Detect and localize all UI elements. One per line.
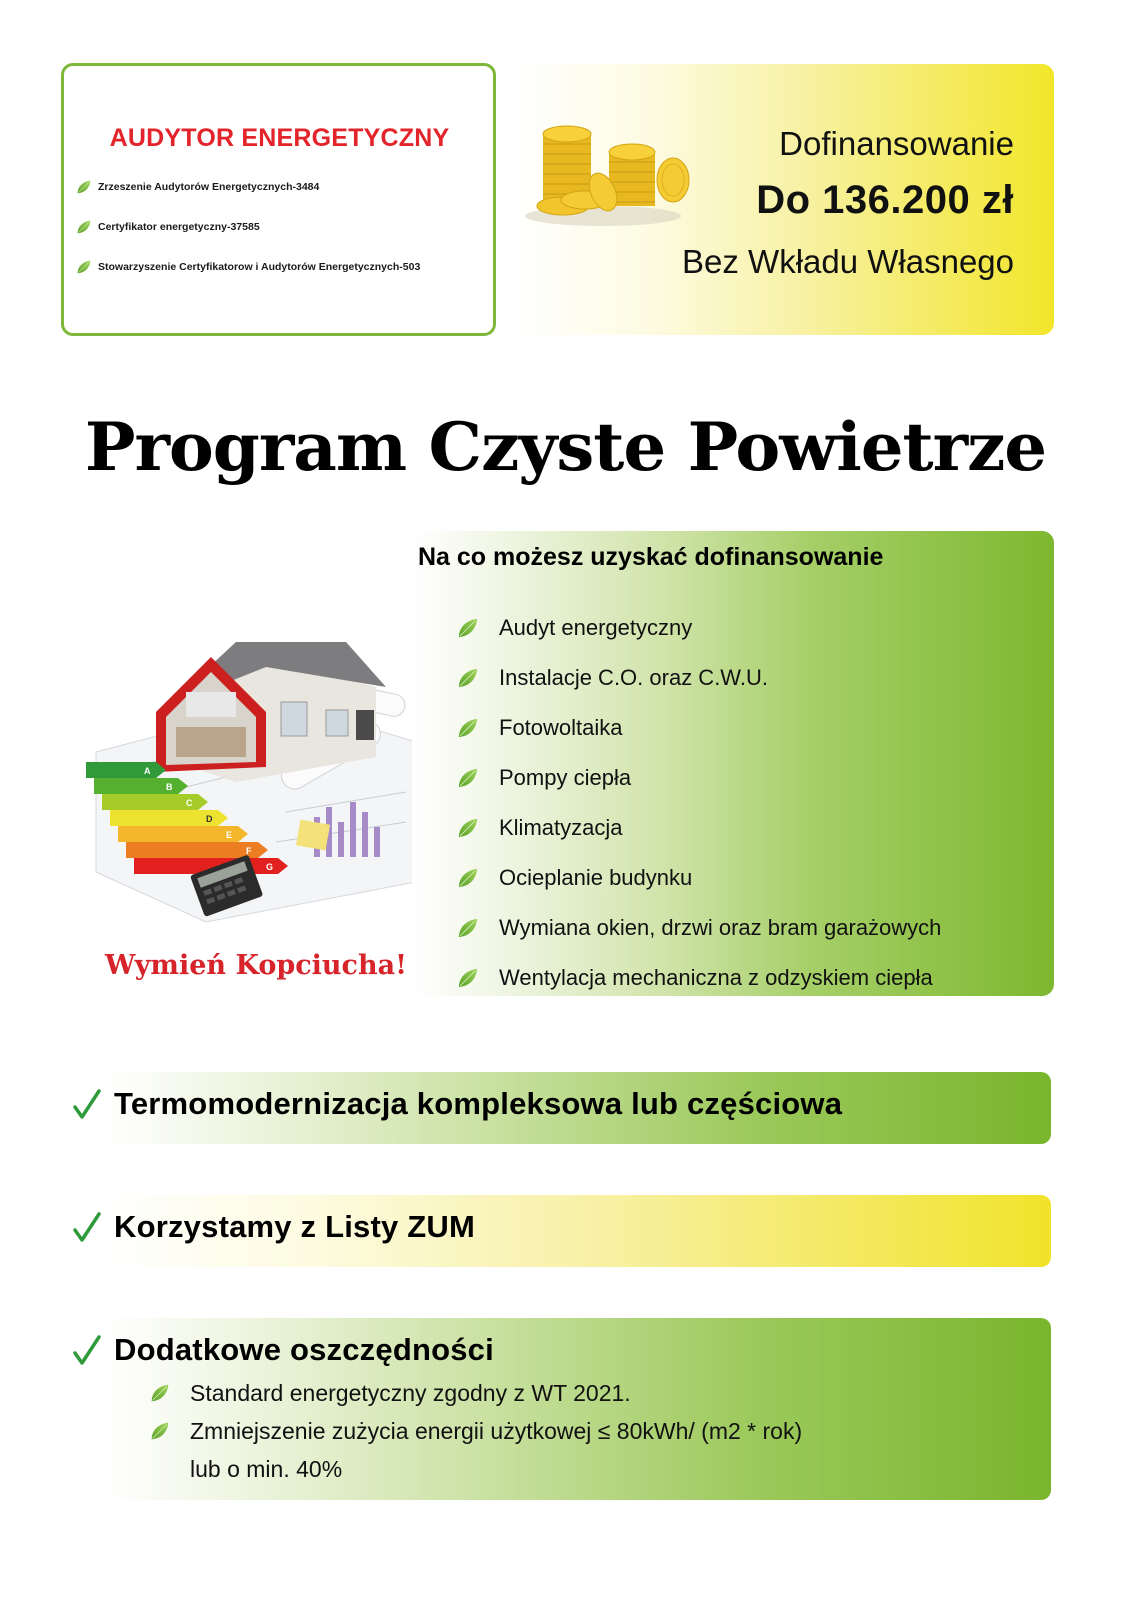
list-item [457, 903, 941, 953]
leaf-icon [457, 718, 479, 738]
subsidy-item-text: Pompy ciepła [499, 765, 632, 790]
svg-text:A: A [144, 766, 151, 776]
additional-savings-bar [66, 1318, 1051, 1500]
funding-note: Bez Wkładu Własnego [682, 243, 1014, 280]
list-item [457, 953, 941, 1003]
list-item [457, 803, 941, 853]
svg-text:C: C [186, 798, 193, 808]
list-item [457, 653, 941, 703]
subsidy-item-text: Fotowoltaika [499, 715, 623, 740]
leaf-icon [457, 868, 479, 888]
leaf-icon [150, 1421, 170, 1441]
subsidy-box [412, 531, 1054, 996]
subsidy-item-text: Audyt energetyczny [499, 615, 693, 640]
bar-heading [72, 1086, 842, 1122]
bar-label: Termomodernizacja kompleksowa lub częściowa [114, 1086, 843, 1121]
credential-text: Certyfikator energetyczny-37585 [98, 221, 260, 233]
subsidy-item-text: Wymiana okien, drzwi oraz bram garażowych [499, 915, 942, 940]
leaf-icon [457, 918, 479, 938]
checkmark-icon [72, 1334, 102, 1366]
subsidy-item-text: Instalacje C.O. oraz C.W.U. [499, 665, 768, 690]
bar-heading [72, 1209, 475, 1245]
funding-text [682, 120, 1014, 292]
funding-amount: Do 136.200 zł [756, 178, 1014, 222]
savings-item-text: Standard energetyczny zgodny z WT 2021. [190, 1379, 631, 1406]
funding-label: Dofinansowanie [779, 125, 1014, 162]
thermomodernization-bar [66, 1072, 1051, 1144]
slogan: Wymień Kopciucha! [105, 950, 407, 981]
auditor-title: AUDYTOR ENERGETYCZNY [109, 124, 450, 152]
savings-list [150, 1374, 802, 1450]
house-energy-illustration [86, 632, 426, 922]
funding-card [515, 64, 1054, 335]
checkmark-icon [72, 1088, 102, 1120]
checkmark-icon [72, 1211, 102, 1243]
leaf-icon [76, 220, 92, 234]
leaf-icon [457, 668, 479, 688]
subsidy-item-text: Klimatyzacja [499, 815, 623, 840]
subsidy-list [457, 603, 941, 1003]
bar-label: Dodatkowe oszczędności [114, 1332, 494, 1367]
list-item [76, 247, 483, 287]
auditor-credentials-list [76, 167, 483, 287]
leaf-icon [76, 260, 92, 274]
coins-icon [523, 114, 693, 234]
leaf-icon [457, 618, 479, 638]
subsidy-item-text: Ocieplanie budynku [499, 865, 693, 890]
credential-text: Stowarzyszenie Certyfikatorow i Audytorów Energetycznych-503 [98, 261, 421, 273]
subsidy-item-text: Wentylacja mechaniczna z odzyskiem ciepła [499, 965, 933, 990]
savings-item-continuation: lub o min. 40% [190, 1456, 343, 1482]
leaf-icon [457, 818, 479, 838]
page-title: Program Czyste Powietrze [84, 408, 1047, 486]
list-item [457, 853, 941, 903]
list-item [457, 753, 941, 803]
leaf-icon [150, 1383, 170, 1403]
list-item [457, 603, 941, 653]
list-item [76, 167, 483, 207]
svg-text:D: D [206, 814, 213, 824]
leaf-icon [457, 768, 479, 788]
svg-text:E: E [226, 830, 233, 840]
zum-list-bar [66, 1195, 1051, 1267]
auditor-card [61, 63, 496, 336]
savings-item-text: Zmniejszenie zużycia energii użytkowej ≤ 80kWh/ (m2 * rok) [190, 1417, 803, 1444]
list-item [457, 703, 941, 753]
list-item [150, 1412, 802, 1450]
list-item [76, 207, 483, 247]
svg-text:G: G [266, 862, 274, 872]
bar-label: Korzystamy z Listy ZUM [114, 1209, 475, 1244]
leaf-icon [76, 180, 92, 194]
svg-text:F: F [246, 846, 252, 856]
leaf-icon [457, 968, 479, 988]
svg-text:B: B [166, 782, 173, 792]
credential-text: Zrzeszenie Audytorów Energetycznych-3484 [98, 181, 320, 193]
bar-heading [72, 1332, 494, 1368]
subsidy-title: Na co możesz uzyskać dofinansowanie [418, 543, 884, 571]
list-item [150, 1374, 802, 1412]
